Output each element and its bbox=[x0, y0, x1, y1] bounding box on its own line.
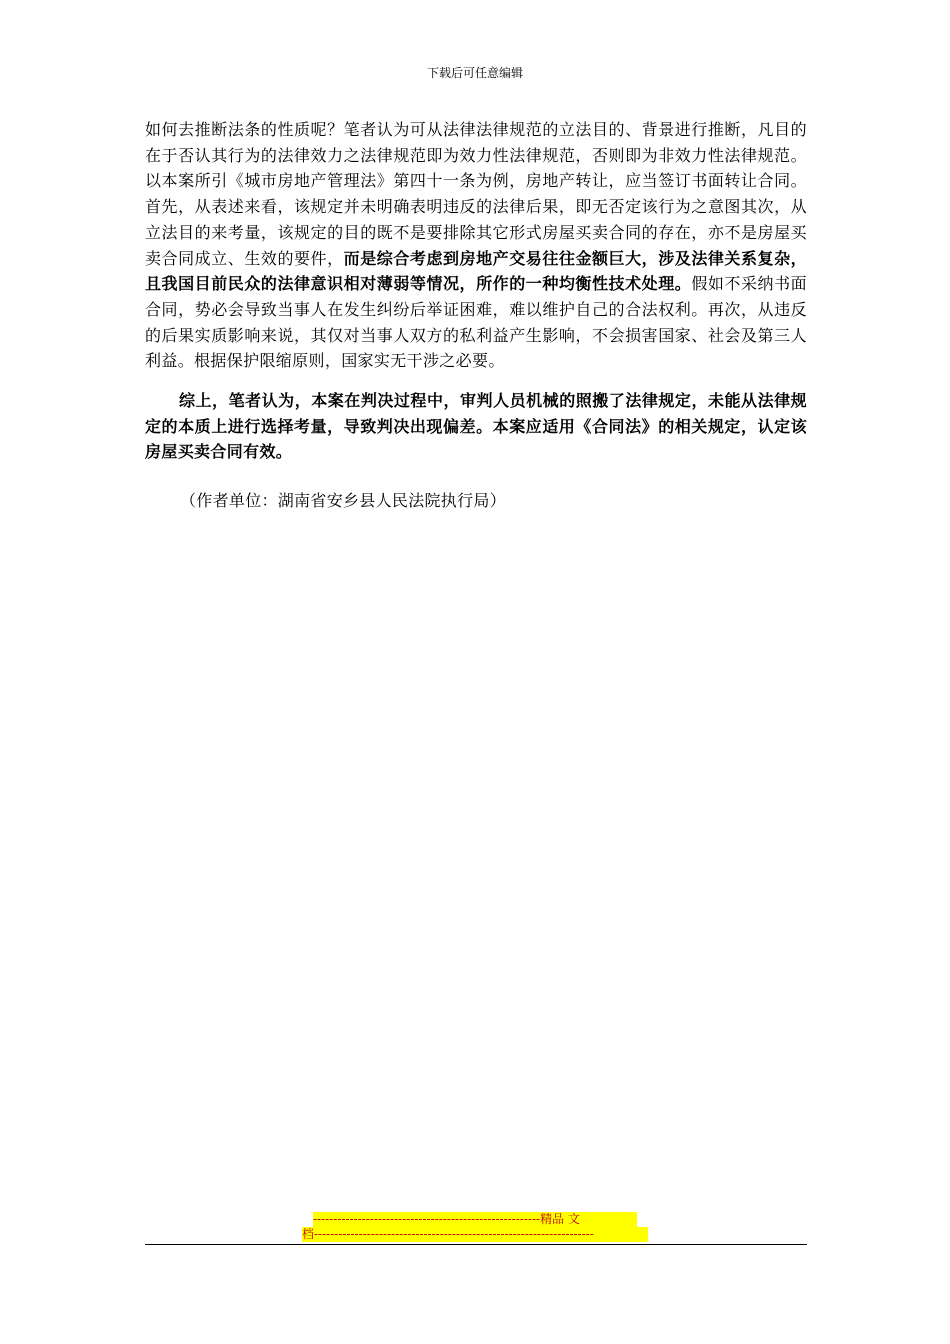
footer-highlight-text: --------------------------------------------------------精品 文 bbox=[313, 1212, 637, 1227]
body-paragraph-reasoning bbox=[145, 117, 807, 374]
page-header: 下载后可任意编辑 bbox=[426, 66, 523, 80]
paragraph-text-normal-continued: 假如不采纳书面合同，势必会导致当事人在发生纠纷后举证困难，难以维护自己的合法权利。再次，从违反的后果实质影响来说，其仅对当事人双方的私利益产生影响，不会损害国家、社会及第三人利益。根据保护限缩原则，国家实无干涉之必要。 bbox=[145, 274, 807, 371]
footer-highlight-text: 档--------------------------------------------------------------------- bbox=[302, 1227, 648, 1242]
paragraph-text-bold: 而是综合考虑到房地产交易往往金额巨大，涉及法律关系复杂，且我国目前民众的法律意识相对薄弱等情况，所作的一种均衡性技术处理。 bbox=[145, 248, 808, 294]
author-affiliation: （作者单位：湖南省安乡县人民法院执行局） bbox=[180, 491, 507, 510]
body-paragraph-conclusion: 综上，笔者认为，本案在判决过程中，审判人员机械的照搬了法律规定，未能从法律规定的本质上进行选择考量，导致判决出现偏差。本案应适用《合同法》的相关规定，认定该房屋买卖合同有效。 bbox=[145, 391, 807, 462]
footer-divider bbox=[145, 1244, 807, 1245]
paragraph-text-normal: 如何去推断法条的性质呢？笔者认为可从法律法律规范的立法目的、背景进行推断，凡目的在于否认其行为的法律效力之法律规范即为效力性法律规范，否则即为非效力性法律规范。以本案所引《城市房地产管理法》第四十一条为例，房地产转让，应当签订书面转让合同。首先，从表述来看，该规定并未明确表明违反的法律后果，即无否定该行为之意图其次，从立法目的来考量，该规定的目的既不是要排除其它形式房屋买卖合同的存在，亦不是房屋买卖合同成立、生效的要件， bbox=[145, 120, 807, 268]
